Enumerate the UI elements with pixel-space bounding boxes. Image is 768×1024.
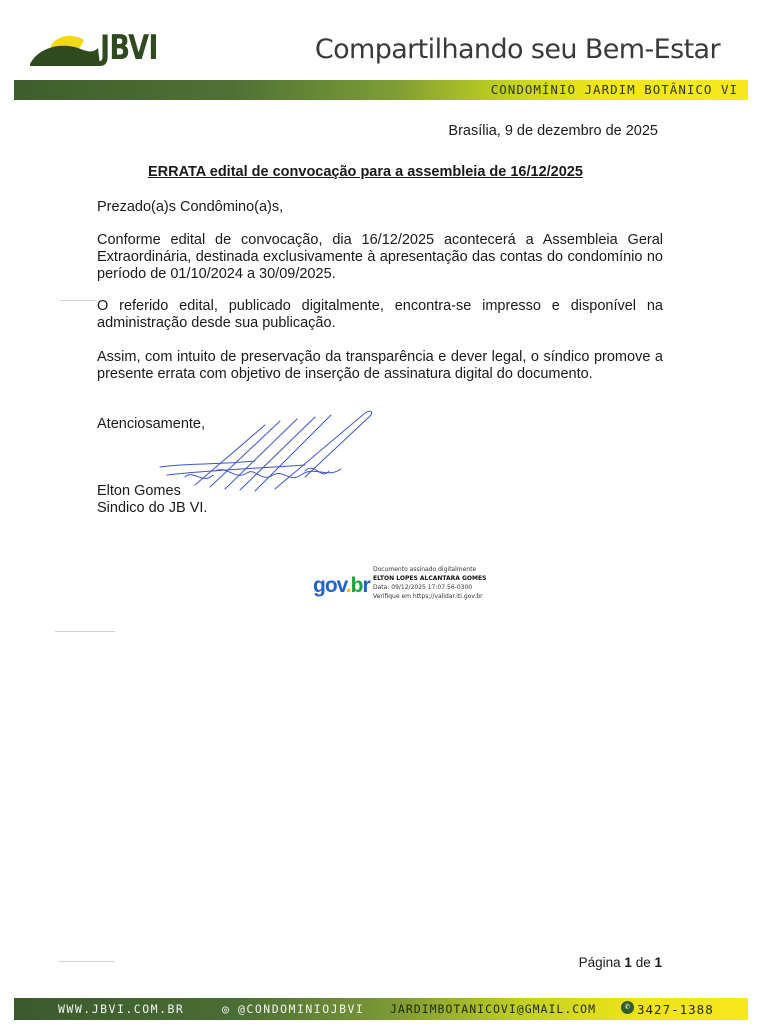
signature-date: Data: 09/12/2025 17:07:56-0300 xyxy=(373,584,473,591)
footer-phone[interactable]: 3427-1388 xyxy=(637,1002,714,1017)
page-number: Página 1 de 1 xyxy=(578,955,662,970)
logo-text: JBVI xyxy=(100,28,158,68)
signature-heading: Documento assinado digitalmente xyxy=(373,566,477,573)
scan-mark xyxy=(55,631,115,632)
salutation: Prezado(a)s Condômino(a)s, xyxy=(97,199,284,215)
footer-email[interactable]: JARDIMBOTANICOVI@GMAIL.COM xyxy=(390,1002,597,1016)
signature-signer: ELTON LOPES ALCANTARA GOMES xyxy=(373,575,487,582)
jbvi-logo xyxy=(28,26,168,68)
paragraph-errata: Assim, com intuito de preservação da transparência e dever legal, o síndico promove a presente errata com objetivo de inserção de assinatura digital do documento. xyxy=(97,349,663,382)
letter-date: Brasília, 9 de dezembro de 2025 xyxy=(448,123,658,139)
header-tagline: Compartilhando seu Bem-Estar xyxy=(314,34,720,65)
scan-mark xyxy=(58,961,114,962)
closing: Atenciosamente, xyxy=(97,416,206,432)
document-title: ERRATA edital de convocação para a assembleia de 16/12/2025 xyxy=(148,164,583,180)
instagram-icon: ◎ xyxy=(222,1002,231,1016)
whatsapp-icon: ✆ xyxy=(621,1001,634,1014)
govbr-logo: gov.br xyxy=(313,574,370,597)
paragraph-edital: O referido edital, publicado digitalmente, encontra-se impresso e disponível na administração desde sua publicação. xyxy=(97,298,663,331)
scan-mark xyxy=(60,300,96,301)
signature-verify-link[interactable]: Verifique em https://validar.iti.gov.br xyxy=(373,593,483,600)
sun-hill-logo-icon xyxy=(28,26,108,68)
signer-name: Elton Gomes xyxy=(97,483,181,499)
digital-signature-info xyxy=(373,565,486,601)
footer-instagram[interactable]: @CONDOMINIOJBVI xyxy=(238,1002,365,1016)
signer-role: Sindico do JB VI. xyxy=(97,500,208,516)
footer-website[interactable]: WWW.JBVI.COM.BR xyxy=(58,1002,185,1016)
condominium-name: CONDOMÍNIO JARDIM BOTÂNICO VI xyxy=(490,82,738,97)
paragraph-convocation: Conforme edital de convocação, dia 16/12/2025 acontecerá a Assembleia Geral Extraordinária, destinada exclusivamente à apresentação das contas do condomínio no período de 01/10/2024 a 30/09/2025. xyxy=(97,232,663,282)
